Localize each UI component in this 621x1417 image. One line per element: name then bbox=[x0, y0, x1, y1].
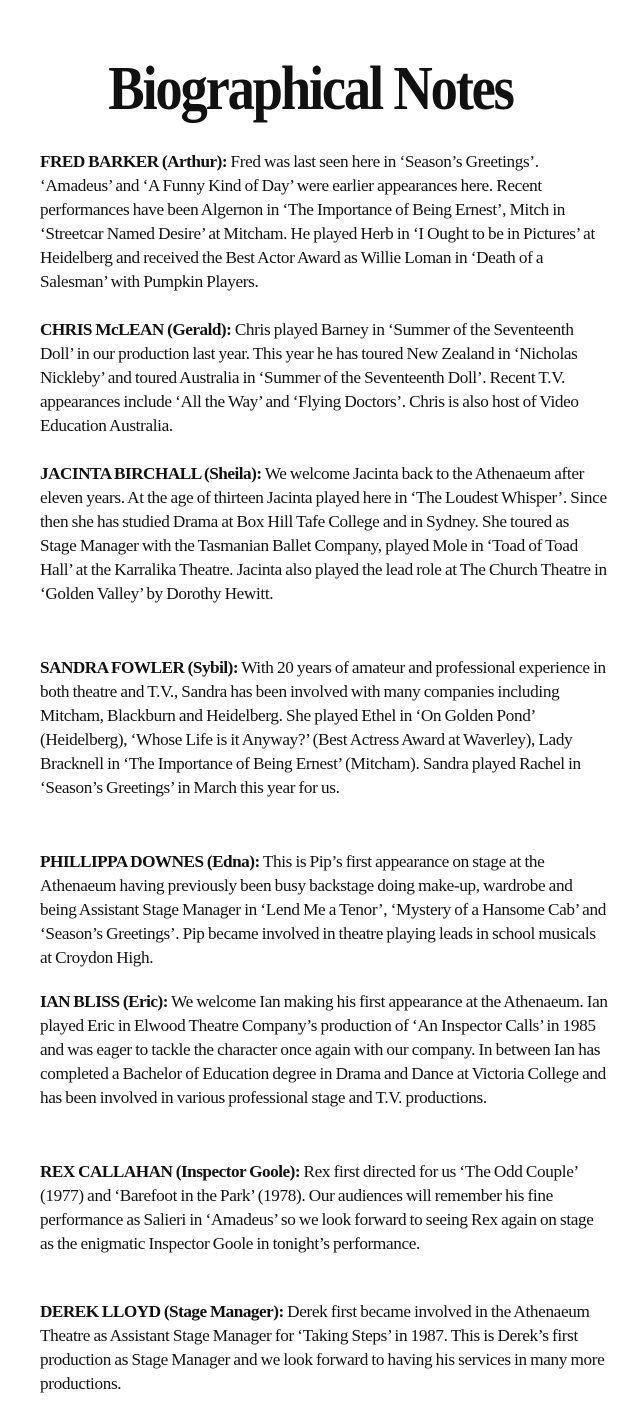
bio-name: DEREK LLOYD (Stage Manager): bbox=[40, 1302, 284, 1321]
bio-chris-mclean bbox=[40, 318, 608, 438]
bio-jacinta-birchall bbox=[40, 462, 608, 606]
bio-ian-bliss bbox=[40, 990, 608, 1110]
bio-name: FRED BARKER (Arthur): bbox=[40, 152, 228, 171]
page-title: Biographical Notes bbox=[108, 55, 513, 123]
bio-text: Derek first became involved in the Athenaeum Theatre as Assistant Stage Manager for ‘Taking Steps’ in 1987. This is Derek’s first production as Stage Manager and we look forward to having his services in many more productions. bbox=[40, 1302, 605, 1393]
bio-name: CHRIS McLEAN (Gerald): bbox=[40, 320, 232, 339]
bio-phillippa-downes bbox=[40, 850, 608, 970]
bio-derek-lloyd bbox=[40, 1300, 608, 1396]
bio-text: Fred was last seen here in ‘Season’s Greetings’. ‘Amadeus’ and ‘A Funny Kind of Day’ were earlier appearances here. Recent performances have been Algernon in ‘The Importance of Being Ernest’, Mitch in ‘Streetcar Named Desire’ at Mitcham. He played Herb in ‘I Ought to be in Pictures’ at Heidelberg and received the Best Actor Award as Willie Loman in ‘Death of a Salesman’ with Pumpkin Players. bbox=[40, 152, 595, 291]
bio-text: We welcome Jacinta back to the Athenaeum after eleven years. At the age of thirteen Jacinta played here in ‘The Loudest Whisper’. Since then she has studied Drama at Box Hill Tafe College and in Sydney. She toured as Stage Manager with the Tasmanian Ballet Company, played Mole in ‘Toad of Toad Hall’ at the Karralika Theatre. Jacinta also played the lead role at The Church Theatre in ‘Golden Valley’ by Dorothy Hewitt. bbox=[40, 464, 607, 603]
bio-name: JACINTA BIRCHALL (Sheila): bbox=[40, 464, 262, 483]
bio-name: REX CALLAHAN (Inspector Goole): bbox=[40, 1162, 301, 1181]
bio-text: This is Pip’s first appearance on stage at the Athenaeum having previously been busy backstage doing make-up, wardrobe and being Assistant Stage Manager in ‘Lend Me a Tenor’, ‘Mystery of a Hansome Cab’ and ‘Season’s Greetings’. Pip became involved in theatre playing leads in school musicals at Croydon High. bbox=[40, 852, 606, 967]
bio-text: Rex first directed for us ‘The Odd Couple’ (1977) and ‘Barefoot in the Park’ (1978). Our audiences will remember his fine performance as Salieri in ‘Amadeus’ so we look forward to seeing Rex again on stage as the enigmatic Inspector Goole in tonight’s performance. bbox=[40, 1162, 594, 1253]
bio-name: SANDRA FOWLER (Sybil): bbox=[40, 658, 239, 677]
bio-sandra-fowler bbox=[40, 656, 608, 800]
bio-name: PHILLIPPA DOWNES (Edna): bbox=[40, 852, 260, 871]
bio-text: We welcome Ian making his first appearance at the Athenaeum. Ian played Eric in Elwood Theatre Company’s production of ‘An Inspector Calls’ in 1985 and was eager to tackle the character once again with our company. In between Ian has completed a Bachelor of Education degree in Drama and Dance at Victoria College and has been involved in various professional stage and T.V. productions. bbox=[40, 992, 608, 1107]
bio-fred-barker bbox=[40, 150, 608, 294]
bio-rex-callahan bbox=[40, 1160, 608, 1256]
bio-name: IAN BLISS (Eric): bbox=[40, 992, 169, 1011]
bio-text: With 20 years of amateur and professional experience in both theatre and T.V., Sandra has been involved with many companies including Mitcham, Blackburn and Heidelberg. She played Ethel in ‘On Golden Pond’ (Heidelberg), ‘Whose Life is it Anyway?’ (Best Actress Award at Waverley), Lady Bracknell in ‘The Importance of Being Ernest’ (Mitcham). Sandra played Rachel in ‘Season’s Greetings’ in March this year for us. bbox=[40, 658, 606, 797]
bio-text: Chris played Barney in ‘Summer of the Seventeenth Doll’ in our production last year. This year he has toured New Zealand in ‘Nicholas Nickleby’ and toured Australia in ‘Summer of the Seventeenth Doll’. Recent T.V. appearances include ‘All the Way’ and ‘Flying Doctors’. Chris is also host of Video Education Australia. bbox=[40, 320, 579, 435]
